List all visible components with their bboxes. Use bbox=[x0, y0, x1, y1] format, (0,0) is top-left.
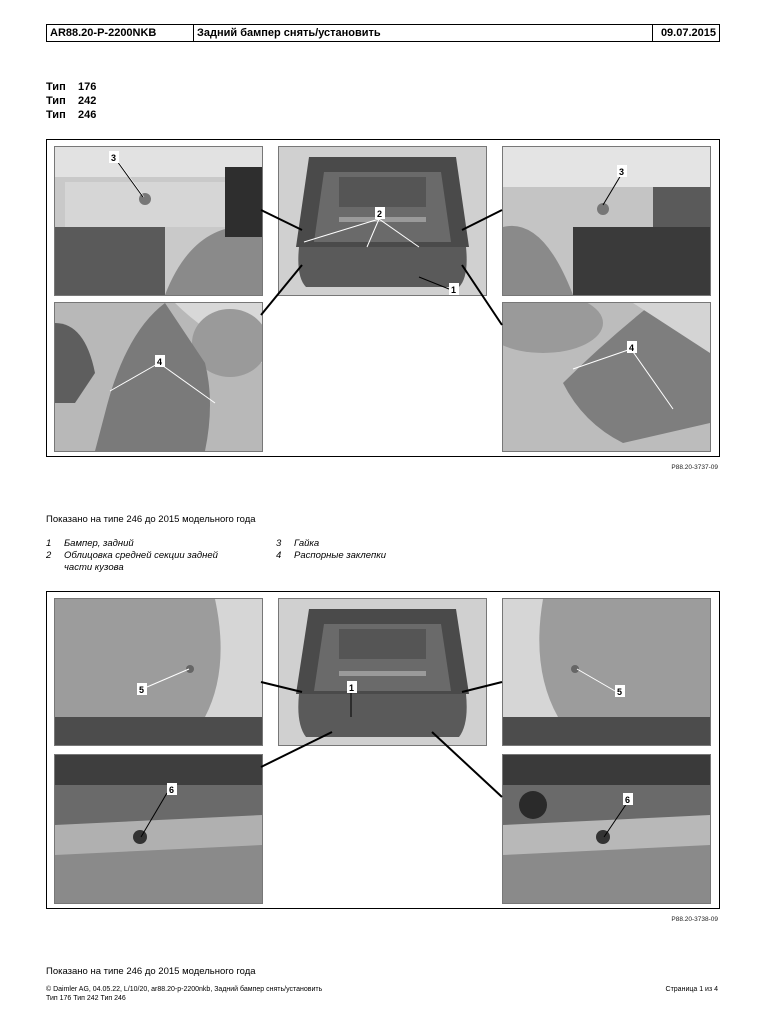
footer-copyright: © Daimler AG, 04.05.22, L/10/20, ar88.20-p-2200nkb, Задний бампер снять/установить bbox=[46, 986, 323, 993]
page-number: Страница 1 из 4 bbox=[665, 986, 718, 993]
legend-item: 3 Гайка bbox=[276, 538, 320, 549]
leader-lines-1 bbox=[47, 140, 719, 456]
document-header bbox=[46, 24, 720, 42]
figure-1 bbox=[46, 139, 720, 457]
svg-text:6: 6 bbox=[169, 785, 175, 795]
figure-1-caption: Показано на типе 246 до 2015 модельного года bbox=[46, 514, 256, 525]
footer-types: Тип 176 Тип 242 Тип 246 bbox=[46, 995, 126, 1002]
leader-lines-2 bbox=[47, 592, 719, 908]
svg-text:1: 1 bbox=[451, 285, 457, 295]
svg-text:4: 4 bbox=[629, 343, 635, 353]
svg-text:3: 3 bbox=[111, 153, 117, 163]
svg-text:6: 6 bbox=[625, 795, 631, 805]
figure-2-ref: P88.20-3738-09 bbox=[671, 916, 718, 923]
svg-text:5: 5 bbox=[617, 687, 623, 697]
svg-text:4: 4 bbox=[157, 357, 163, 367]
figure-2 bbox=[46, 591, 720, 909]
figure-1-ref: P88.20-3737-09 bbox=[671, 464, 718, 471]
type-row: Тип 242 bbox=[46, 95, 97, 107]
legend-item: части кузова bbox=[64, 562, 124, 573]
document-date: 09.07.2015 bbox=[660, 27, 716, 39]
figure-2-caption: Показано на типе 246 до 2015 модельного года bbox=[46, 966, 256, 977]
type-row: Тип 176 bbox=[46, 81, 97, 93]
legend-item: 2 Облицовка средней секции задней bbox=[46, 550, 218, 561]
svg-text:3: 3 bbox=[619, 167, 625, 177]
document-title: Задний бампер снять/установить bbox=[194, 25, 653, 41]
vehicle-types bbox=[46, 80, 96, 122]
svg-text:1: 1 bbox=[349, 683, 355, 693]
legend-item: 4 Распорные заклепки bbox=[276, 550, 387, 561]
svg-text:2: 2 bbox=[377, 209, 383, 219]
svg-text:5: 5 bbox=[139, 685, 145, 695]
type-row: Тип 246 bbox=[46, 109, 97, 121]
legend-item: 1 Бампер, задний bbox=[46, 538, 134, 549]
document-code: AR88.20-P-2200NKB bbox=[47, 25, 194, 41]
